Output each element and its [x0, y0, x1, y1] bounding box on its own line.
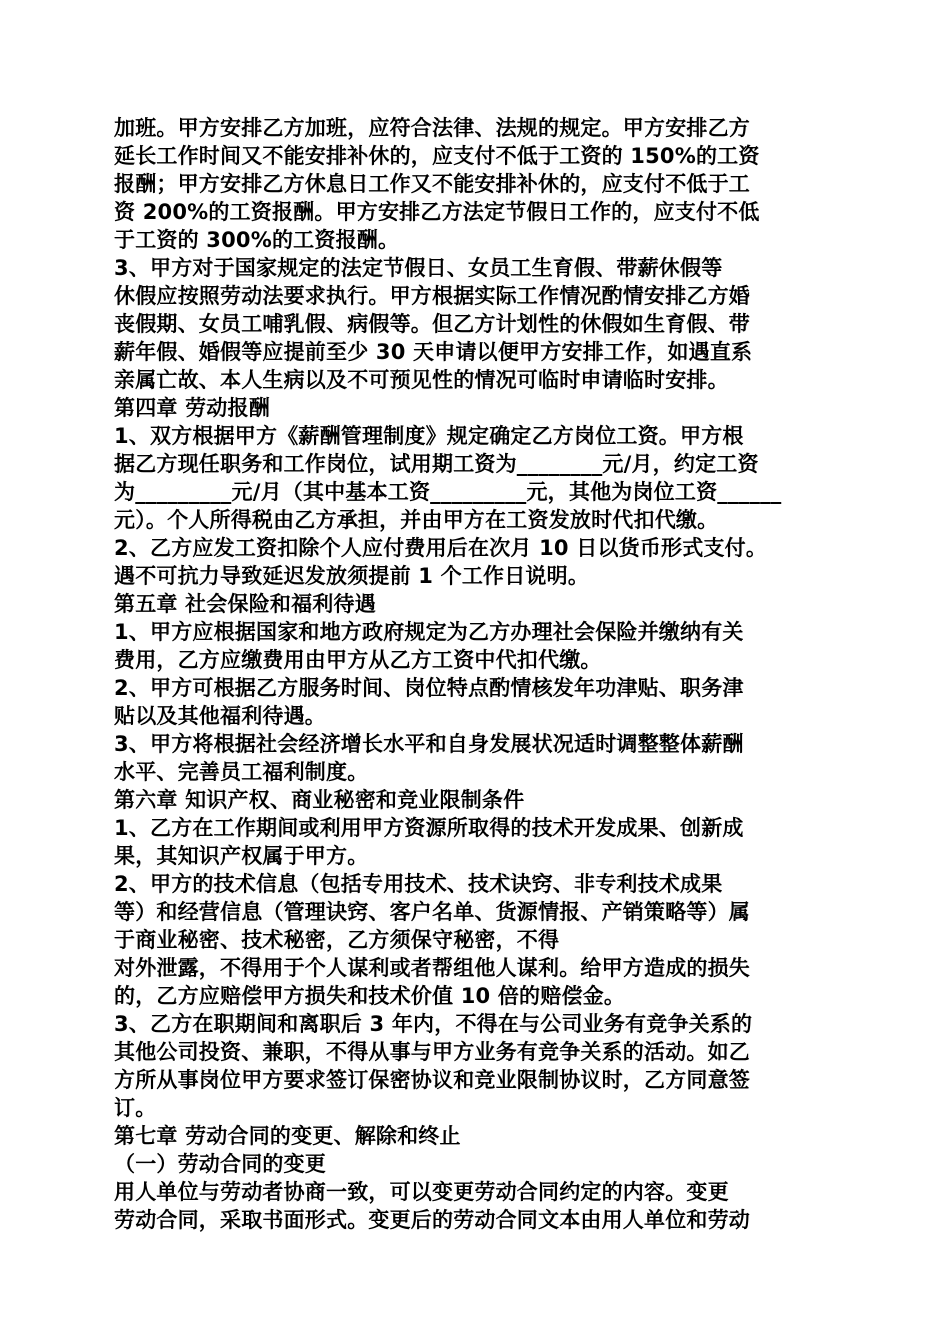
section-heading: （一）劳动合同的变更	[114, 1152, 326, 1176]
text-line: 果，其知识产权属于甲方。	[114, 844, 369, 868]
text-line: 遇不可抗力导致延迟发放须提前 1 个工作日说明。	[114, 564, 590, 588]
text-line: 丧假期、女员工哺乳假、病假等。但乙方计划性的休假如生育假、带	[114, 312, 750, 336]
text-line: 对外泄露，不得用于个人谋利或者帮组他人谋利。给甲方造成的损失	[114, 956, 750, 980]
text-line: 费用，乙方应缴费用由甲方从乙方工资中代扣代缴。	[114, 648, 602, 672]
text-line: 方所从事岗位甲方要求签订保密协议和竞业限制协议时，乙方同意签	[114, 1068, 750, 1092]
text-line: 延长工作时间又不能安排补休的，应支付不低于工资的 150%的工资	[114, 144, 760, 168]
text-line: 2、甲方可根据乙方服务时间、岗位特点酌情核发年功津贴、职务津	[114, 676, 744, 700]
text-line: 订。	[114, 1096, 157, 1120]
chapter-heading: 第五章 社会保险和福利待遇	[114, 592, 376, 616]
text-line: 其他公司投资、兼职，不得从事与甲方业务有竞争关系的活动。如乙	[114, 1040, 750, 1064]
text-line: 2、甲方的技术信息（包括专用技术、技术诀窍、非专利技术成果	[114, 872, 723, 896]
chapter-heading: 第六章 知识产权、商业秘密和竞业限制条件	[114, 788, 525, 812]
text-line: 于工资的 300%的工资报酬。	[114, 228, 400, 252]
text-line: 用人单位与劳动者协商一致，可以变更劳动合同约定的内容。变更	[114, 1180, 729, 1204]
text-line: 3、乙方在职期间和离职后 3 年内，不得在与公司业务有竞争关系的	[114, 1012, 753, 1036]
text-line: 1、甲方应根据国家和地方政府规定为乙方办理社会保险并缴纳有关	[114, 620, 744, 644]
text-line: 等）和经营信息（管理诀窍、客户名单、货源情报、产销策略等）属	[114, 900, 750, 924]
text-line: 水平、完善员工福利制度。	[114, 760, 369, 784]
chapter-heading: 第七章 劳动合同的变更、解除和终止	[114, 1124, 461, 1148]
text-line: 加班。甲方安排乙方加班，应符合法律、法规的规定。甲方安排乙方	[114, 116, 750, 140]
text-line: 贴以及其他福利待遇。	[114, 704, 326, 728]
text-line: 劳动合同，采取书面形式。变更后的劳动合同文本由用人单位和劳动	[114, 1208, 750, 1232]
text-line: 亲属亡故、本人生病以及不可预见性的情况可临时申请临时安排。	[114, 368, 729, 392]
text-line: 1、双方根据甲方《薪酬管理制度》规定确定乙方岗位工资。甲方根	[114, 424, 744, 448]
text-line: 3、甲方对于国家规定的法定节假日、女员工生育假、带薪休假等	[114, 256, 723, 280]
text-line: 的，乙方应赔偿甲方损失和技术价值 10 倍的赔偿金。	[114, 984, 626, 1008]
text-line: 休假应按照劳动法要求执行。甲方根据实际工作情况酌情安排乙方婚	[114, 284, 750, 308]
text-line: 元）。个人所得税由乙方承担，并由甲方在工资发放时代扣代缴。	[114, 508, 719, 532]
text-line: 于商业秘密、技术秘密，乙方须保守秘密，不得	[114, 928, 560, 952]
text-line: 为_________元/月（其中基本工资_________元，其他为岗位工资______	[114, 480, 782, 504]
text-line: 2、乙方应发工资扣除个人应付费用后在次月 10 日以货币形式支付。	[114, 536, 768, 560]
text-line: 1、乙方在工作期间或利用甲方资源所取得的技术开发成果、创新成	[114, 816, 744, 840]
text-line: 3、甲方将根据社会经济增长水平和自身发展状况适时调整整体薪酬	[114, 732, 744, 756]
chapter-heading: 第四章 劳动报酬	[114, 396, 270, 420]
text-line: 资 200%的工资报酬。甲方安排乙方法定节假日工作的，应支付不低	[114, 200, 760, 224]
text-line: 薪年假、婚假等应提前至少 30 天申请以便甲方安排工作，如遇直系	[114, 340, 753, 364]
text-line: 据乙方现任职务和工作岗位，试用期工资为________元/月，约定工资	[114, 452, 759, 476]
text-line: 报酬；甲方安排乙方休息日工作又不能安排补休的，应支付不低于工	[114, 172, 750, 196]
